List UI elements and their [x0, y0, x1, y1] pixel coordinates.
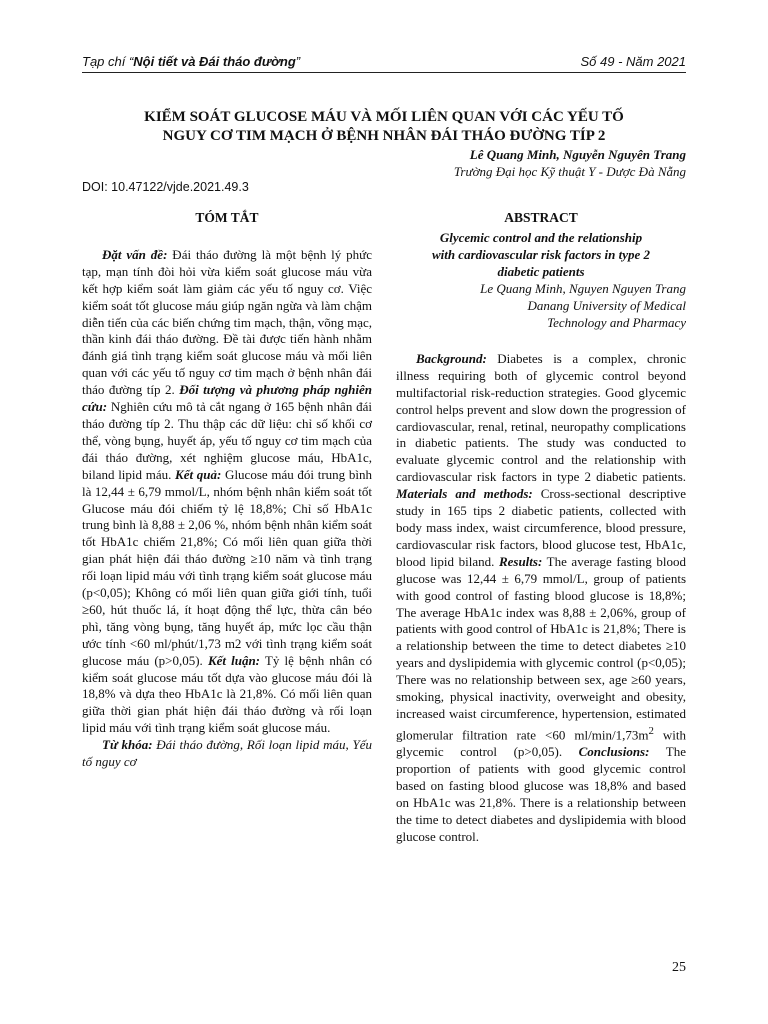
author-names: Lê Quang Minh, Nguyễn Nguyên Trang [469, 147, 686, 162]
journal-title: Tạp chí “Nội tiết và Đái tháo đường” [82, 54, 301, 69]
summary-heading: TÓM TẮT [195, 210, 259, 225]
abstract-title: Glycemic control and the relationship with cardiovascular risk factors in type 2 diabetic patients [431, 229, 651, 279]
author-block [186, 146, 686, 180]
doi-link[interactable]: DOI: 10.47122/vjde.2021.49.3 [82, 180, 249, 194]
abstract-heading: ABSTRACT [504, 210, 578, 225]
issue-label: Số 49 - Năm 2021 [580, 54, 686, 69]
abstract-authors: Le Quang Minh, Nguyen Nguyen Trang Danang University of Medical Technology and Pharmacy [480, 280, 686, 330]
keywords-vietnamese: Từ khóa: Đái tháo đường, Rối loạn lipid máu, Yếu tố nguy cơ [82, 737, 372, 770]
title-line-2: NGUY CƠ TIM MẠCH Ở BỆNH NHÂN ĐÁI THÁO ĐƯỜNG TÍP 2 [162, 128, 606, 144]
author-affiliation: Trường Đại học Kỹ thuật Y - Dược Đà Nẵng [453, 164, 686, 179]
running-header [82, 54, 686, 73]
page-number: 25 [672, 960, 686, 975]
summary-vietnamese [82, 210, 372, 771]
abstract-english [396, 210, 686, 846]
abstract-paragraph: Background: Diabetes is a complex, chronic illness requiring both of glycemic control beyond multifactorial risk-reduction strategies. Good glycemic control helps prevent and slow down the progression of cardiovascular, renal, retinal, neuropathy complications in diabetic patients. The study was conducted to evaluate glycemic control and the relationship with cardiovascular risk factors in type 2 diabetic patients. Materials and methods: Cross-sectional descriptive study in 165 tips 2 diabetic patients, collected with body mass index, waist circumference, blood pressure, cardiovascular risk factors, blood glucose test, HbA1c, blood lipid biland. Results: The average fasting blood glucose was 12,44 ± 6,79 mmol/L, group of patients with good control of fasting blood glucose is 18,8%; The average HbA1c index was 8,88 ± 2,06%, group of patients with good control of HbA1c is 21,8%; There is a relationship between the time to detect diabetes ≥10 years and dyslipidemia with glycemic control (p<0,05); There was no relationship between sex, age ≥60 years, smoking, physical inactivity, overweight and obesity, increased waist circumference, hypertension, estimated glomerular filtration rate <60 $ml/\min/1,73m^2$ with glycemic control (p>0,05). Conclusions: The proportion of patients with good glycemic control based on fasting blood glucose was 18,8% and based on HbA1c was 21,8%. There is a relationship between the time to detect diabetes and dyslipidemia with blood glucose control. [396, 350, 686, 844]
article-title [82, 108, 686, 146]
summary-paragraph: Đặt vấn đề: Đái tháo đường là một bệnh lý phức tạp, mạn tính đòi hỏi vừa kiểm soát glucose máu vừa kết hợp kiểm soát làm giảm các yếu tố nguy cơ. Việc kiểm soát tốt glucose máu giúp ngăn ngừa và làm chậm diễn tiến của các biến chứng tim mạch, thận, võng mạc, thần kinh đái tháo đường. Đề tài được tiến hành nhằm đánh giá tình trạng kiểm soát glucose máu và mối liên quan với các yếu tố nguy cơ tim mạch ở bệnh nhân đái tháo đường típ 2. Đối tượng và phương pháp nghiên cứu: Nghiên cứu mô tả cắt ngang ở 165 bệnh nhân đái tháo đường típ 2. Thu thập các dữ liệu: chỉ số khối cơ thể, vòng bụng, huyết áp, yếu tố nguy cơ tim mạch của đái tháo đường, xét nghiệm glucose máu, HbA1c, biland lipid máu. Kết quả: Glucose máu đói trung bình là 12,44 ± 6,79 mmol/L, nhóm bệnh nhân kiểm soát tốt Glucose máu đói chiếm tỷ lệ 18,8%; Chỉ số HbA1c trung bình là 8,88 ± 2,06 %, nhóm bệnh nhân kiểm soát tốt HbA1c chiếm 21,8%; Có mối liên quan giữa thời gian phát hiện đái tháo đường ≥10 năm và tình trạng rối loạn lipid máu với tình trạng kiểm soát glucose máu (p<0,05); Không có mối liên quan giữa giới tính, tuổi ≥60, hút thuốc lá, ít hoạt động thể lực, thừa cân béo phì, tăng vòng bụng, tăng huyết áp, mức lọc cầu thận ước tính <60 ml/phút/1,73 m2 với tình trạng kiểm soát glucose máu (p>0,05). Kết luận: Tỷ lệ bệnh nhân có kiểm soát glucose máu tốt dựa vào glucose máu đói là 18,8% và dựa theo HbA1c là 21,8%. Có mối liên quan giữa thời gian phát hiện đái tháo đường và rối loạn lipid máu với tình trạng kiểm soát glucose máu. [82, 246, 373, 736]
journal-name: Nội tiết và Đái tháo đường [133, 54, 296, 69]
title-line-1: KIỂM SOÁT GLUCOSE MÁU VÀ MỐI LIÊN QUAN VỚI CÁC YẾU TỐ [144, 109, 624, 125]
